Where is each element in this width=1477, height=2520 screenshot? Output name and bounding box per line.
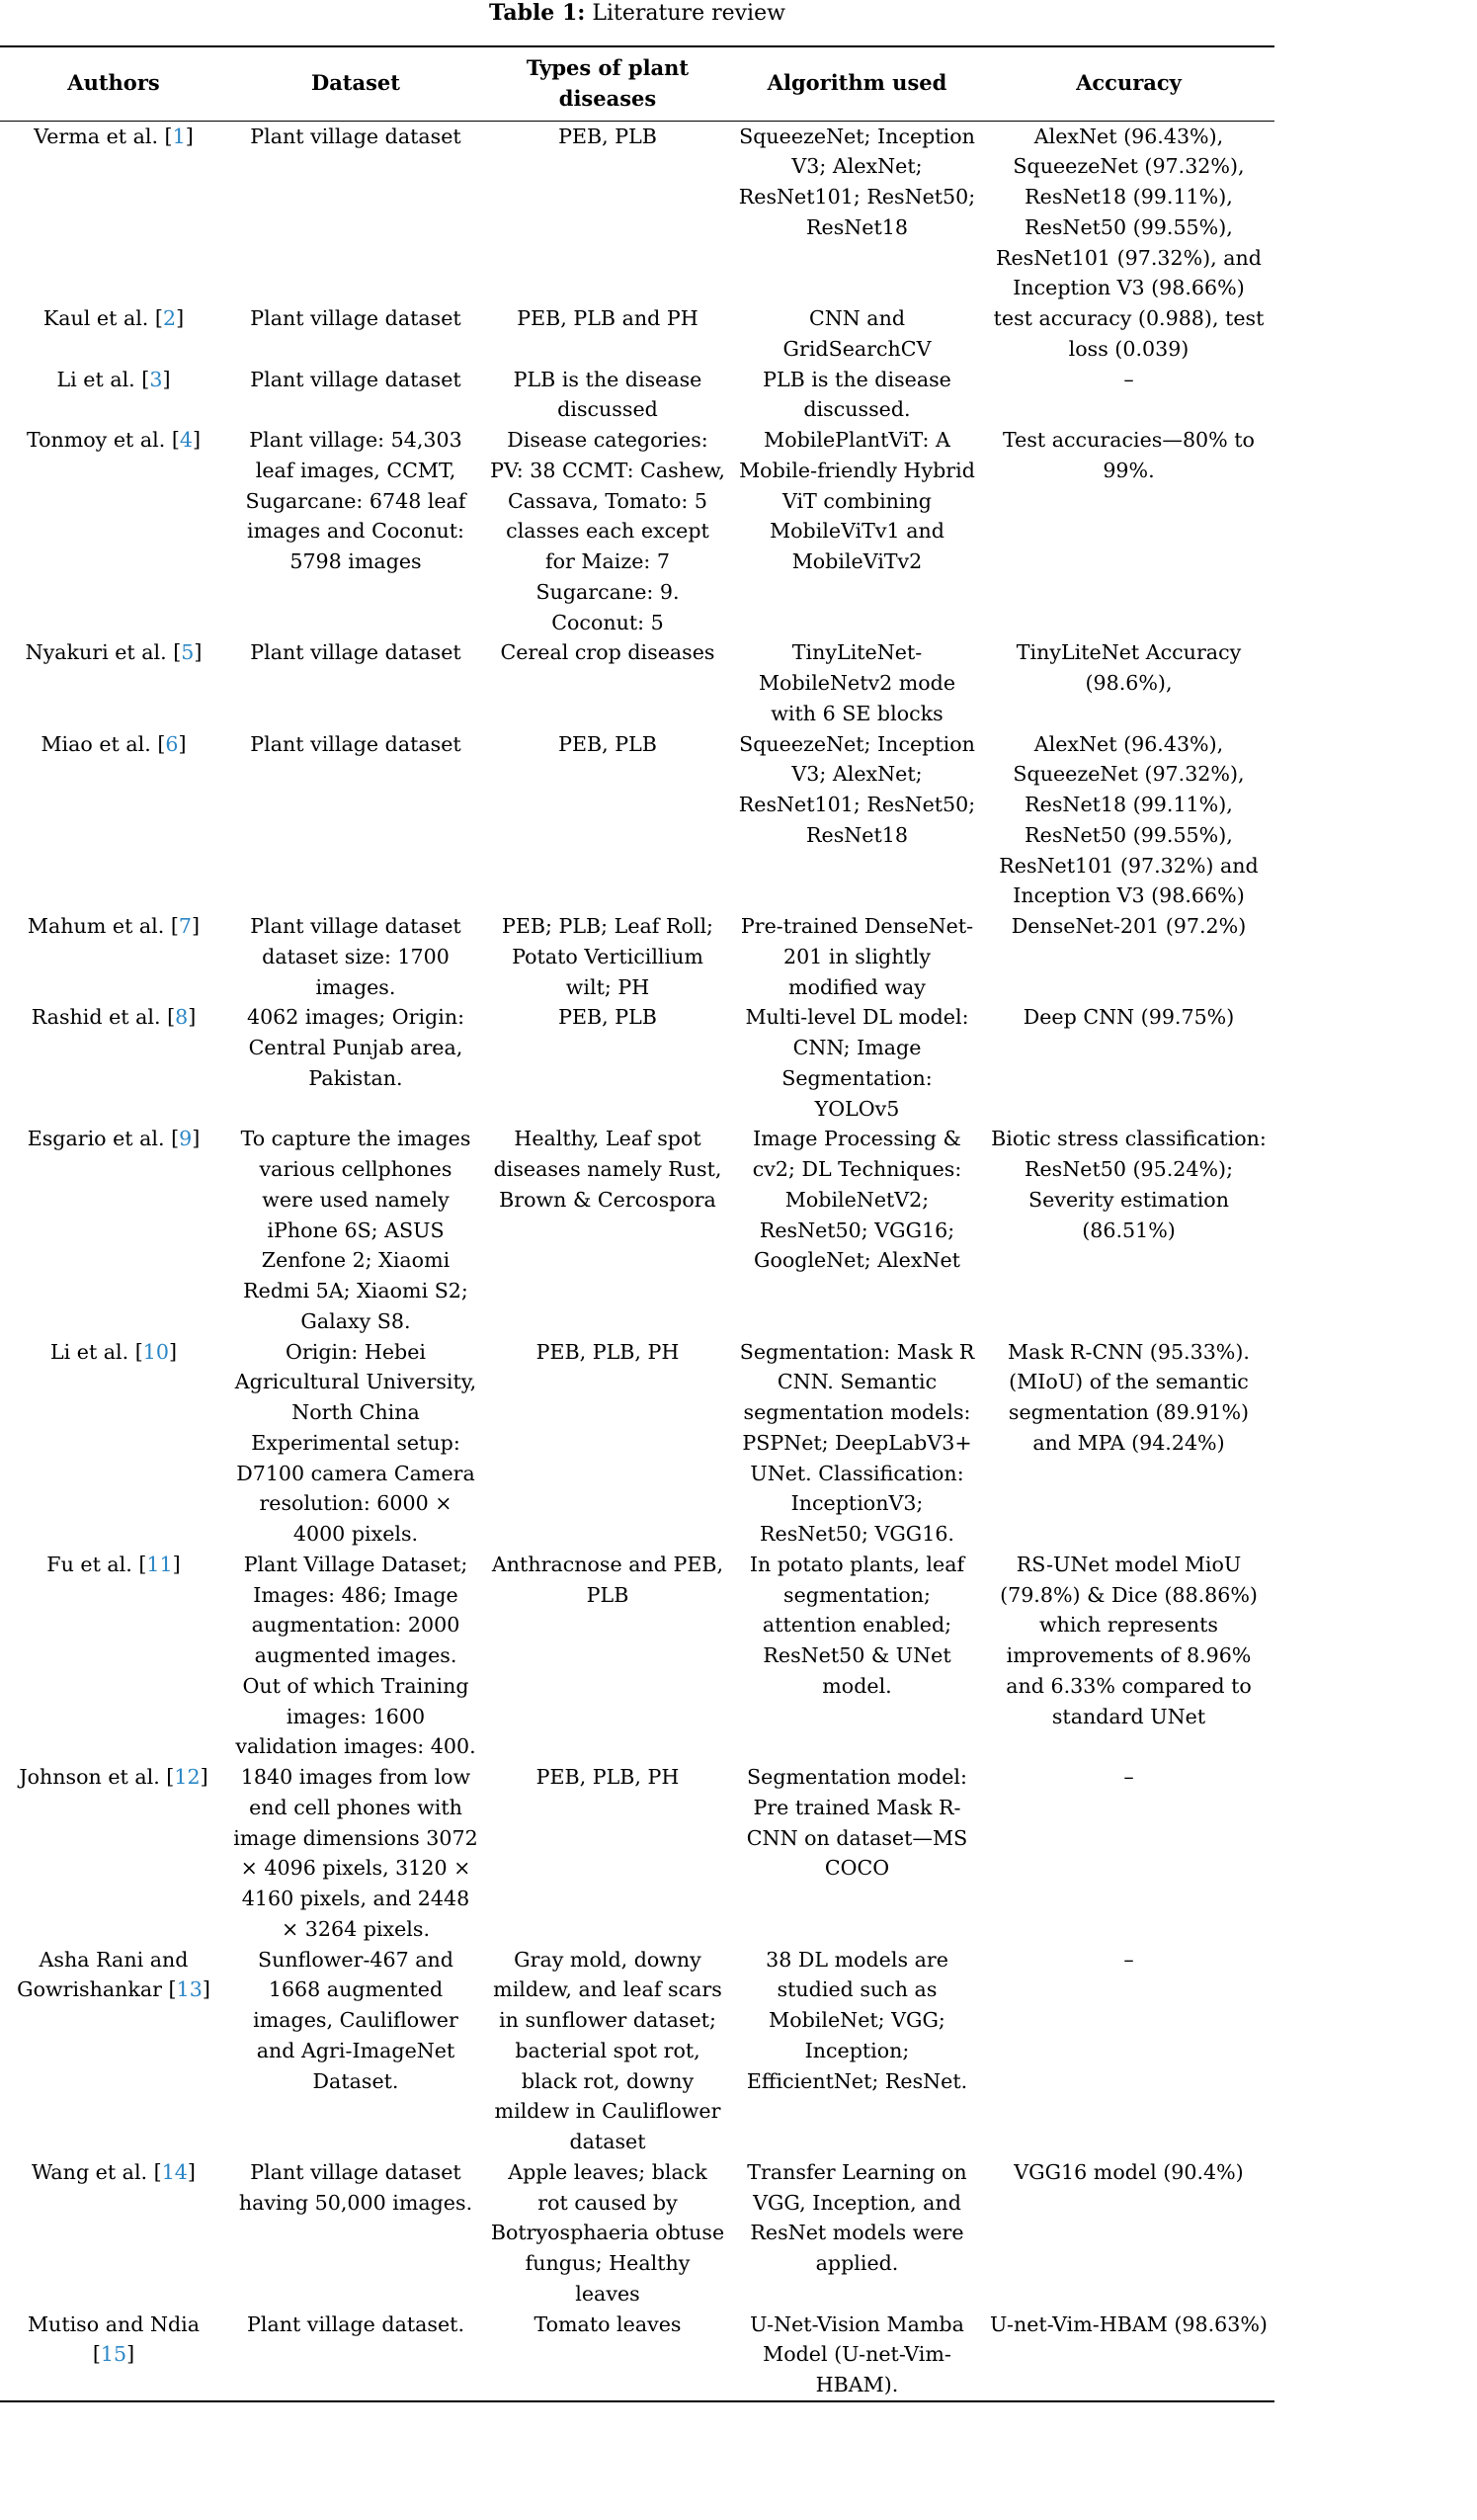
table-row: [0, 1337, 1274, 1550]
table-row: [0, 1124, 1274, 1336]
cell-diseases: PEB, PLB and PH: [517, 306, 698, 330]
cell-accuracy: DenseNet-201 (97.2%): [1011, 914, 1247, 938]
reference-link[interactable]: 14: [161, 2159, 188, 2184]
cell-accuracy: RS-UNet model MioU (79.8%) & Dice (88.86%) which represents improvements of 8.96% and 6.33% compared to standard UNet: [1000, 1552, 1258, 1728]
table-row: [0, 303, 1274, 365]
cell-author: Li et al. [3]: [56, 367, 171, 391]
reference-link[interactable]: 12: [174, 1765, 201, 1789]
cell-dataset: Plant village: 54,303 leaf images, CCMT, Sugarcane: 6748 leaf images and Coconut: 5798 images: [245, 428, 466, 573]
cell-dataset: 1840 images from low end cell phones with image dimensions 3072 × 4096 pixels, 3120 × 4160 pixels, and 2448 × 3264 pixels.: [233, 1765, 478, 1941]
cell-algorithm: Image Processing & cv2; DL Techniques: MobileNetV2; ResNet50; VGG16; GoogleNet; AlexNet: [752, 1127, 962, 1273]
cell-diseases: Apple leaves; black rot caused by Botryosphaeria obtuse fungus; Healthy leaves: [490, 2159, 725, 2306]
author-name: Verma et al.: [34, 124, 159, 148]
reference-link[interactable]: 9: [179, 1127, 193, 1151]
header-accuracy: Accuracy: [983, 46, 1274, 121]
cell-accuracy: AlexNet (96.43%), SqueezeNet (97.32%), ResNet18 (99.11%), ResNet50 (99.55%), ResNet101 (97.32%), and Inception V3 (98.66%): [995, 124, 1262, 300]
cell-algorithm: Transfer Learning on VGG, Inception, and ResNet models were applied.: [747, 2159, 967, 2275]
header-diseases: Types of plant diseases: [484, 46, 731, 121]
cell-algorithm: PLB is the disease discussed.: [763, 367, 951, 422]
reference-link[interactable]: 10: [142, 1339, 169, 1364]
author-name: Asha Rani and Gowrishankar: [17, 1947, 189, 2002]
reference-link[interactable]: 15: [100, 2342, 127, 2367]
reference-link[interactable]: 11: [146, 1552, 173, 1576]
cell-dataset: 4062 images; Origin: Central Punjab area, Pakistan.: [246, 1005, 465, 1090]
cell-accuracy: –: [1123, 1947, 1134, 1972]
cell-accuracy: –: [1123, 1765, 1134, 1789]
cell-accuracy: test accuracy (0.988), test loss (0.039): [993, 306, 1265, 361]
cell-dataset: Plant village dataset.: [227, 2310, 484, 2401]
cell-accuracy: Test accuracies—80% to 99%.: [1003, 428, 1255, 482]
cell-dataset: Plant Village Dataset; Images: 486; Image augmentation: 2000 augmented images. Out of which Training images: 1600 validation images: 400.: [235, 1552, 476, 1759]
author-name: Tonmoy et al.: [26, 428, 166, 452]
cell-author: Verma et al. [1]: [34, 124, 194, 148]
cell-dataset: Origin: Hebei Agricultural University, North China Experimental setup: D7100 camera Camera resolution: 6000 × 4000 pixels.: [234, 1339, 477, 1546]
cell-diseases: PEB; PLB; Leaf Roll; Potato Verticillium wilt; PH: [502, 914, 713, 999]
cell-diseases: Tomato leaves: [484, 2310, 731, 2401]
cell-algorithm: TinyLiteNet-MobileNetv2 mode with 6 SE blocks: [758, 640, 956, 725]
table-row: [0, 2157, 1274, 2310]
table-row: [0, 2310, 1274, 2401]
table-row: [0, 1945, 1274, 2157]
reference-link[interactable]: 8: [175, 1005, 189, 1030]
cell-accuracy: U-net-Vim-HBAM (98.63%): [983, 2310, 1274, 2401]
cell-author: Esgario et al. [9]: [27, 1127, 201, 1151]
reference-link[interactable]: 1: [172, 124, 186, 148]
author-name: Esgario et al.: [27, 1127, 165, 1151]
cell-algorithm: SqueezeNet; Inception V3; AlexNet; ResNet101; ResNet50; ResNet18: [738, 731, 976, 847]
cell-diseases: PEB, PLB: [558, 1005, 657, 1030]
cell-diseases: Healthy, Leaf spot diseases namely Rust, Brown & Cercospora: [493, 1127, 722, 1212]
author-name: Wang et al.: [32, 2159, 148, 2184]
author-name: Mahum et al.: [27, 914, 165, 938]
cell-accuracy: Deep CNN (99.75%): [1023, 1005, 1235, 1030]
reference-link[interactable]: 2: [162, 306, 177, 330]
cell-dataset: Plant village dataset having 50,000 images.: [238, 2159, 473, 2215]
cell-dataset: To capture the images various cellphones were used namely iPhone 6S; ASUS Zenfone 2; Xiaomi Redmi 5A; Xiaomi S2; Galaxy S8.: [240, 1127, 471, 1333]
caption-text: Literature review: [585, 1, 785, 26]
cell-algorithm: Segmentation: Mask R CNN. Semantic segmentation models: PSPNet; DeepLabV3+ UNet. Classification: InceptionV3; ResNet50; VGG16.: [739, 1339, 975, 1546]
cell-algorithm: Multi-level DL model: CNN; Image Segmentation: YOLOv5: [745, 1005, 969, 1121]
cell-diseases: Gray mold, downy mildew, and leaf scars in sunflower dataset; bacterial spot rot, black rot, downy mildew in Cauliflower dataset: [493, 1947, 722, 2153]
table-row: [0, 637, 1274, 728]
cell-author: Mutiso and Ndia [15]: [0, 2310, 227, 2401]
table-row: [0, 911, 1274, 1002]
author-name: Miao et al.: [41, 731, 151, 756]
cell-dataset: Plant village dataset dataset size: 1700 images.: [250, 914, 461, 999]
header-dataset: Dataset: [227, 46, 484, 121]
cell-algorithm: 38 DL models are studied such as MobileNet; VGG; Inception; EfficientNet; ResNet.: [746, 1947, 968, 2093]
author-name: Johnson et al.: [19, 1765, 160, 1789]
cell-author: Fu et al. [11]: [46, 1552, 181, 1576]
cell-accuracy: –: [1123, 367, 1134, 391]
cell-author: Rashid et al. [8]: [31, 1005, 197, 1030]
cell-algorithm: U-Net-Vision Mamba Model (U-net-Vim-HBAM).: [731, 2310, 983, 2401]
cell-author: Tonmoy et al. [4]: [26, 428, 202, 452]
cell-dataset: Plant village dataset: [250, 367, 461, 391]
table-row: [0, 729, 1274, 912]
table-row: [0, 425, 1274, 637]
cell-diseases: PEB, PLB: [558, 731, 657, 756]
cell-author: Wang et al. [14]: [32, 2159, 196, 2184]
author-name: Kaul et al.: [42, 306, 149, 330]
cell-dataset: Plant village dataset: [250, 640, 461, 665]
cell-diseases: Cereal crop diseases: [500, 640, 715, 665]
table-caption: [0, 0, 1274, 27]
cell-accuracy: Mask R-CNN (95.33%). (MIoU) of the semantic segmentation (89.91%) and MPA (94.24%): [1008, 1339, 1250, 1455]
cell-diseases: Anthracnose and PEB, PLB: [491, 1552, 724, 1607]
reference-link[interactable]: 13: [176, 1977, 203, 2002]
table-row: [0, 121, 1274, 303]
table-row: [0, 1002, 1274, 1124]
cell-algorithm: CNN and GridSearchCV: [782, 306, 932, 361]
reference-link[interactable]: 6: [165, 731, 179, 756]
cell-accuracy: VGG16 model (90.4%): [1014, 2159, 1244, 2184]
cell-diseases: PEB, PLB, PH: [535, 1339, 680, 1364]
cell-author: Nyakuri et al. [5]: [25, 640, 203, 665]
cell-author: Kaul et al. [2]: [42, 306, 185, 330]
cell-author: Asha Rani and Gowrishankar [13]: [17, 1947, 210, 2002]
cell-algorithm: In potato plants, leaf segmentation; attention enabled; ResNet50 & UNet model.: [749, 1552, 965, 1698]
cell-algorithm: Pre-trained DenseNet-201 in slightly modified way: [740, 914, 974, 999]
cell-dataset: Plant village dataset: [250, 124, 461, 148]
reference-link[interactable]: 7: [178, 914, 193, 938]
reference-link[interactable]: 4: [179, 428, 193, 452]
cell-author: Johnson et al. [12]: [19, 1765, 208, 1789]
cell-algorithm: MobilePlantViT: A Mobile-friendly Hybrid ViT combining MobileViTv1 and MobileViTv2: [739, 428, 975, 573]
author-name: Li et al.: [49, 1339, 129, 1364]
author-name: Nyakuri et al.: [25, 640, 167, 665]
literature-review-table: [0, 45, 1274, 2402]
cell-dataset: Plant village dataset: [250, 306, 461, 330]
cell-diseases: PEB, PLB, PH: [535, 1765, 680, 1789]
author-name: Li et al.: [56, 367, 135, 391]
cell-author: Li et al. [10]: [49, 1339, 178, 1364]
author-name: Fu et al.: [46, 1552, 132, 1576]
cell-diseases: Disease categories: PV: 38 CCMT: Cashew, Cassava, Tomato: 5 classes each except for Maize: 7 Sugarcane: 9. Coconut: 5: [490, 428, 725, 634]
cell-accuracy: AlexNet (96.43%), SqueezeNet (97.32%), ResNet18 (99.11%), ResNet50 (99.55%), ResNet101 (97.32%) and Inception V3 (98.66%): [999, 731, 1259, 908]
table-row: [0, 365, 1274, 426]
cell-dataset: Plant village dataset: [250, 731, 461, 756]
cell-accuracy: TinyLiteNet Accuracy (98.6%),: [1016, 640, 1242, 695]
caption-label: Table 1:: [489, 0, 586, 26]
header-row: [0, 46, 1274, 121]
table-header: [0, 46, 1274, 121]
header-algorithm: Algorithm used: [731, 46, 983, 121]
author-name: Mutiso and Ndia: [27, 2311, 201, 2336]
reference-link[interactable]: 5: [181, 640, 195, 665]
header-authors: Authors: [0, 46, 227, 121]
table-row: [0, 1550, 1274, 1762]
reference-link[interactable]: 3: [149, 367, 163, 391]
cell-algorithm: SqueezeNet; Inception V3; AlexNet; ResNet101; ResNet50; ResNet18: [738, 124, 976, 239]
cell-dataset: Sunflower-467 and 1668 augmented images, Cauliflower and Agri-ImageNet Dataset.: [253, 1947, 458, 2093]
author-name: Rashid et al.: [31, 1005, 161, 1030]
cell-diseases: PEB, PLB: [558, 124, 657, 148]
cell-algorithm: Segmentation model: Pre trained Mask R-CNN on dataset—MS COCO: [746, 1765, 968, 1881]
table-row: [0, 1762, 1274, 1945]
cell-author: Miao et al. [6]: [41, 731, 187, 756]
table-body: [0, 121, 1274, 2401]
cell-accuracy: Biotic stress classification: ResNet50 (95.24%); Severity estimation (86.51%): [991, 1127, 1267, 1242]
cell-author: Mahum et al. [7]: [27, 914, 201, 938]
cell-diseases: PLB is the disease discussed: [513, 367, 702, 422]
